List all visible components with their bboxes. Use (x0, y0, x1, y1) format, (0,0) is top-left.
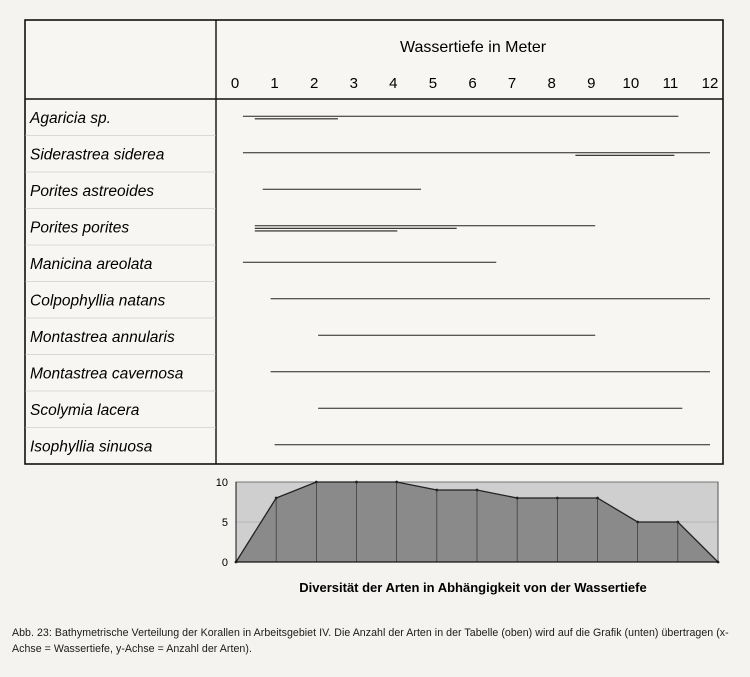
depth-tick-7: 7 (507, 75, 517, 92)
species-name: Colpophyllia natans (30, 292, 166, 310)
table-frame (25, 20, 723, 464)
species-name: Porites astreoides (30, 182, 155, 200)
chart-point-5 (435, 489, 438, 492)
chart-point-10 (636, 521, 639, 524)
depth-tick-5: 5 (428, 75, 438, 92)
species-name: Montastrea cavernosa (30, 365, 184, 383)
diversity-chart (216, 477, 720, 569)
chart-point-8 (556, 497, 559, 500)
depth-tick-9: 9 (587, 75, 596, 92)
depth-tick-3: 3 (349, 75, 358, 92)
depth-tick-0: 0 (230, 75, 240, 92)
depth-tick-2: 2 (309, 75, 319, 92)
chart-point-1 (275, 497, 278, 500)
depth-tick-4: 4 (389, 75, 398, 92)
species-name: Montastrea annularis (30, 328, 175, 346)
chart-point-9 (596, 497, 599, 500)
depth-tick-8: 8 (547, 75, 556, 92)
depth-tick-6: 6 (468, 75, 477, 92)
chart-y-tick-0: 0 (221, 557, 228, 569)
chart-y-tick-10: 10 (215, 477, 228, 489)
species-name: Porites porites (30, 219, 130, 237)
species-name: Siderastrea siderea (30, 146, 165, 164)
depth-axis-title: Wassertiefe in Meter (399, 39, 547, 56)
chart-point-11 (676, 521, 679, 524)
chart-y-tick-5: 5 (221, 517, 228, 529)
chart-point-2 (315, 481, 318, 484)
chart-point-4 (395, 481, 398, 484)
chart-title: Diversität der Arten in Abhängigkeit von der Wassertiefe (299, 580, 647, 595)
depth-tick-10: 10 (622, 75, 640, 92)
chart-point-3 (355, 481, 358, 484)
chart-y-tick-labels (216, 477, 228, 569)
species-name: Scolymia lacera (30, 401, 140, 419)
figure-caption: Abb. 23: Bathymetrische Verteilung der Korallen in Arbeitsgebiet IV. Die Anzahl der Arten in der Tabelle (oben) wird auf die Grafik (unten) übertragen (x-Achse = Wassertiefe, y-Achse = Anzahl der Arten). (12, 627, 729, 655)
depth-tick-12: 12 (701, 75, 719, 92)
species-name: Manicina areolata (30, 255, 153, 273)
depth-tick-11: 11 (662, 75, 679, 92)
depth-tick-1: 1 (270, 75, 279, 92)
species-name: Agaricia sp. (30, 109, 111, 127)
chart-point-7 (516, 497, 519, 500)
chart-point-6 (476, 489, 479, 492)
species-name: Isophyllia sinuosa (30, 438, 153, 456)
